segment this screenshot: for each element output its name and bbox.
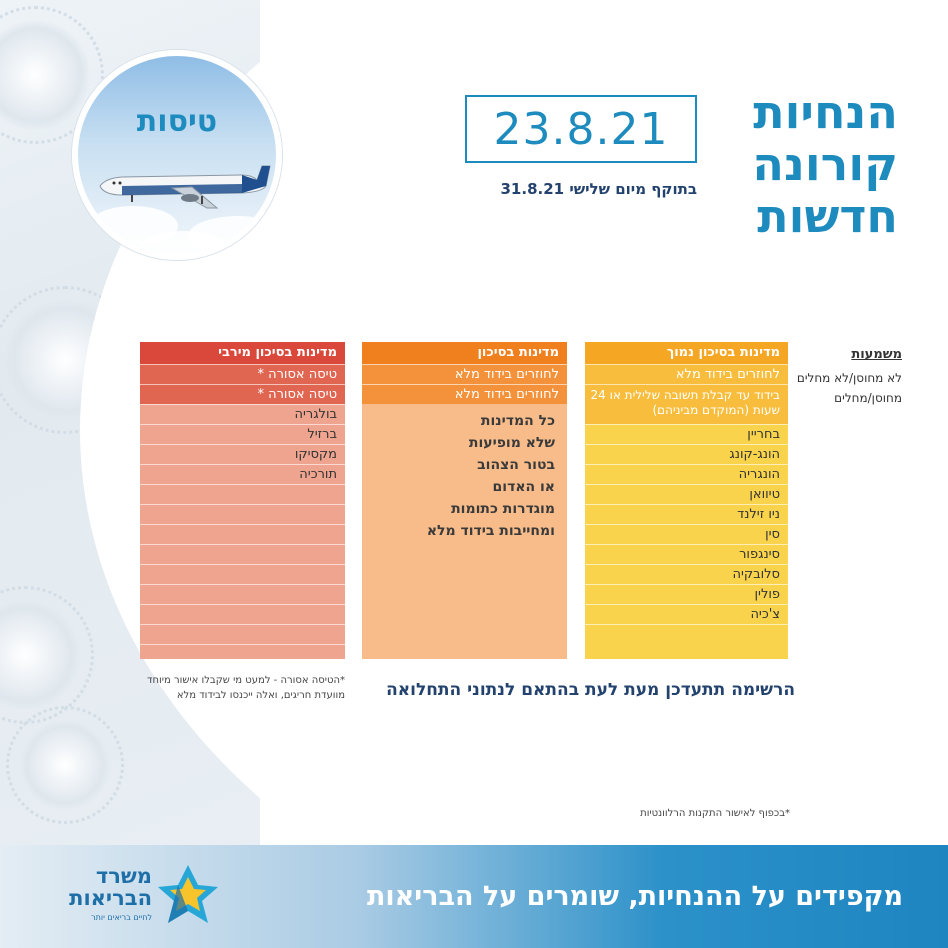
- country-row: טיוואן: [585, 484, 788, 504]
- body-line: כל המדינות: [480, 413, 555, 429]
- body-line: או האדום: [492, 479, 555, 495]
- body-line: בטור הצהוב: [477, 457, 555, 473]
- country-row: [140, 624, 345, 644]
- virus-decoration-icon: [0, 20, 90, 130]
- logo-text: [60, 865, 152, 909]
- logo-star-icon: [156, 863, 220, 927]
- rule-vaccinated: לחוזרים בידוד מלא: [362, 384, 567, 404]
- body-line: שלא מופיעות: [468, 435, 555, 451]
- country-row: הונג-קונג: [585, 444, 788, 464]
- orange-body-text: [362, 404, 567, 542]
- footer-banner: [0, 845, 948, 948]
- badge-title: טיסות: [136, 104, 218, 139]
- country-row: בחריין: [585, 424, 788, 444]
- column-low-risk: [585, 342, 788, 659]
- title-line: הנחיות: [753, 85, 898, 139]
- country-row: [140, 544, 345, 564]
- country-row: סין: [585, 524, 788, 544]
- rule-not-vaccinated: טיסה אסורה *: [140, 364, 345, 384]
- rule-vaccinated: בידוד עד קבלת תשובה שלילית או 24 שעות (המוקדם מביניהם): [585, 384, 788, 424]
- footer-slogan: מקפידים על ההנחיות, שומרים על הבריאות: [366, 881, 903, 912]
- country-row: [140, 564, 345, 584]
- country-row: תורכיה: [140, 464, 345, 484]
- logo-line: משרד: [95, 864, 152, 888]
- rule-not-vaccinated: לחוזרים בידוד מלא: [362, 364, 567, 384]
- column-heading: מדינות בסיכון נמוך: [585, 342, 788, 364]
- footnote-regulations: *בכפוף לאישור התקנות הרלוונטיות: [640, 808, 790, 819]
- country-row: הונגריה: [585, 464, 788, 484]
- country-row: סינגפור: [585, 544, 788, 564]
- footnote-forbidden-flight: *הטיסה אסורה - למעט מי שקבלו אישור מיוחד מוועדת חריגים, ואלה ייכנסו לבידוד מלא: [147, 675, 345, 701]
- valid-from-text: בתוקף מיום שלישי 31.8.21: [500, 180, 697, 198]
- rule-not-vaccinated: לחוזרים בידוד מלא: [585, 364, 788, 384]
- logo-subtitle: לחיים בריאים יותר: [91, 913, 152, 922]
- country-row: [140, 504, 345, 524]
- column-risk: [362, 342, 567, 659]
- title-line: קורונה: [752, 137, 898, 191]
- airplane-icon: [92, 156, 272, 216]
- column-highest-risk: [140, 342, 345, 659]
- country-row: [140, 644, 345, 664]
- country-row: [140, 524, 345, 544]
- date-box: [465, 95, 697, 163]
- country-row: סלובקיה: [585, 564, 788, 584]
- country-row: [585, 624, 788, 644]
- country-row: [140, 584, 345, 604]
- logo-line: הבריאות: [69, 886, 152, 910]
- country-row: בולגריה: [140, 404, 345, 424]
- legend-title: משמעות: [851, 347, 902, 362]
- country-row: [140, 604, 345, 624]
- publish-date: 23.8.21: [493, 103, 669, 155]
- title-line: חדשות: [757, 189, 898, 243]
- virus-decoration-icon: [0, 600, 80, 710]
- country-row: ברזיל: [140, 424, 345, 444]
- country-row: פולין: [585, 584, 788, 604]
- body-line: ומחייבות בידוד מלא: [426, 523, 555, 539]
- country-row: [140, 484, 345, 504]
- rule-vaccinated: טיסה אסורה *: [140, 384, 345, 404]
- country-row: ניו זילנד: [585, 504, 788, 524]
- body-line: מוגדרות כתומות: [451, 501, 555, 517]
- legend-item-not-vaccinated: לא מחוסן/לא מחלים: [796, 371, 902, 385]
- legend-item-vaccinated: מחוסן/מחלים: [834, 391, 902, 405]
- column-heading: מדינות בסיכון מירבי: [140, 342, 345, 364]
- virus-decoration-icon: [20, 720, 110, 810]
- column-heading: מדינות בסיכון: [362, 342, 567, 364]
- country-row: צ'כיה: [585, 604, 788, 624]
- page-title: [718, 86, 898, 242]
- legend: [790, 345, 902, 408]
- ministry-of-health-logo: [60, 859, 230, 937]
- country-row: מקסיקו: [140, 444, 345, 464]
- update-notice: הרשימה תתעדכן מעת לעת בהתאם לנתוני התחלואה: [386, 680, 795, 700]
- flights-badge: [72, 50, 282, 260]
